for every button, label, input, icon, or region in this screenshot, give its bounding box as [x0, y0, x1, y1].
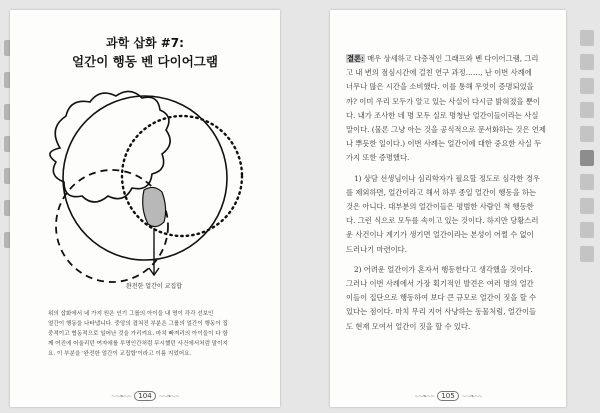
- index-tab: [580, 102, 594, 118]
- index-tab-active: [580, 150, 594, 166]
- body-line: 드러나기 마련이다.: [346, 244, 408, 254]
- index-tab: [580, 174, 594, 190]
- body-line: 이들이 집단으로 행동하여 보다 큰 규모로 얼간이 짓을 할 수: [346, 293, 537, 303]
- index-tab: [580, 198, 594, 214]
- page-number-left: [10, 391, 280, 401]
- conclusion-highlight: 결론:: [347, 54, 364, 63]
- leaf-ornament-icon: ~~❧~~: [414, 393, 435, 400]
- body-line: 고 내 변의 점심시간에 걸친 연구 과정……, 난 이번 사례에: [346, 68, 532, 78]
- caption-line: 중적이고 협동적으로 일어난 것을 가리켜요. 마치 빠져리의 아이들이 다 함: [48, 330, 228, 337]
- index-tab: [580, 222, 594, 238]
- body-line: 도 현재 모여서 얼간이 짓을 할 수 있다.: [346, 321, 471, 331]
- right-index-tabs: [578, 0, 600, 413]
- body-line: 를 제외하면, 얼간이라고 해서 하루 종일 얼간이 행동을 하는: [346, 187, 537, 197]
- caption-line: 요. 이 부분을 '완전한 얼간이 교집합'이라고 이름 지었어요.: [48, 350, 192, 357]
- body-line: 1) 상담 선생님이나 심리학자가 필요할 정도로 심각한 경우: [354, 173, 540, 183]
- left-page: [10, 10, 280, 407]
- body-line: 너무나 많은 시간을 소비했다. 이를 통해 무엇이 증명되었을: [346, 82, 534, 92]
- caption-line: 위의 삽화에서 네 가지 원은 인기 그룹의 아이들 내 명이 각각 선보인: [48, 311, 214, 317]
- venn-dotted-circle: [122, 116, 242, 236]
- venn-diagram: [30, 78, 270, 308]
- right-page: [330, 10, 566, 407]
- body-line: [346, 52, 552, 66]
- index-tab: [580, 30, 594, 46]
- body-line: 나 뿌듯한 일이다.) 이번 사례는 얼간이에 대한 중요한 사실 두: [346, 139, 542, 149]
- body-line: 것은 아니다. 대부분의 얼간이들은 평범한 사람인 척 행동한: [346, 202, 534, 212]
- body-line: 다. 그런 식으로 모두를 속이고 있는 것이다. 하지만 당황스러: [346, 216, 539, 226]
- illustration-caption: [48, 310, 248, 360]
- illustration-title: 얼간이 행동 벤 다이어그램: [72, 54, 218, 69]
- body-line: 그러나 이번 사례에서 가장 획기적인 발견은 여러 명의 얼간: [346, 279, 534, 289]
- body-line-text: 매우 상세하고 다층적인 그래프와 벤 다이어그램, 그리: [364, 54, 539, 63]
- index-tab: [580, 126, 594, 142]
- body-line: 말이다. (물론 그냥 아는 것을 공식적으로 문서화하는 것은 언제: [346, 125, 546, 135]
- body-line: 2) 어려운 얼간이가 혼자서 행동한다고 생각했을 것이다.: [354, 264, 533, 274]
- index-tab: [580, 246, 594, 262]
- illustration-title-number: 과학 삽화 #7:: [106, 36, 184, 50]
- caption-line: 께 여진에 어울리던 여자애를 투명인간처럼 무시했던 사건에서처럼 말이지: [48, 340, 228, 347]
- index-tab: [580, 54, 594, 70]
- page-number: 104: [134, 391, 155, 401]
- index-tab: [580, 78, 594, 94]
- body-line: 가지 또한 증명했다.: [346, 153, 410, 163]
- venn-wavy-blob: [50, 91, 170, 202]
- venn-label: 완전한 얼간이 교집합: [126, 283, 182, 290]
- body-line: 있다는 점이다. 마치 무리 지어 사냥하는 동물처럼, 얼간이들: [346, 307, 537, 317]
- page-number: 105: [437, 391, 458, 401]
- leaf-ornament-icon: ~~❧~~: [461, 393, 482, 400]
- body-line: 운 사건이나 계기가 생기면 얼간이라는 본성이 어쩔 수 없이: [346, 230, 534, 240]
- body-line: 까? 이미 우리 모두가 알고 있는 사실이 다시금 밝혀졌을 뿐이: [346, 96, 540, 106]
- venn-intersection-shade: [143, 187, 166, 226]
- caption-line: 얼간이 행동을 나타냅니다. 중앙의 겹쳐진 부분은 그룹의 얼간이 행동이 집: [48, 320, 228, 327]
- right-page-body: [346, 52, 552, 334]
- leaf-ornament-icon: ~~❧~~: [158, 393, 179, 400]
- page-number-right: [330, 391, 566, 401]
- body-line: 다. 내가 조사한 네 명 모두 실로 명청난 얼간이들이라는 사실: [346, 110, 539, 120]
- leaf-ornament-icon: ~~❧~~: [111, 393, 132, 400]
